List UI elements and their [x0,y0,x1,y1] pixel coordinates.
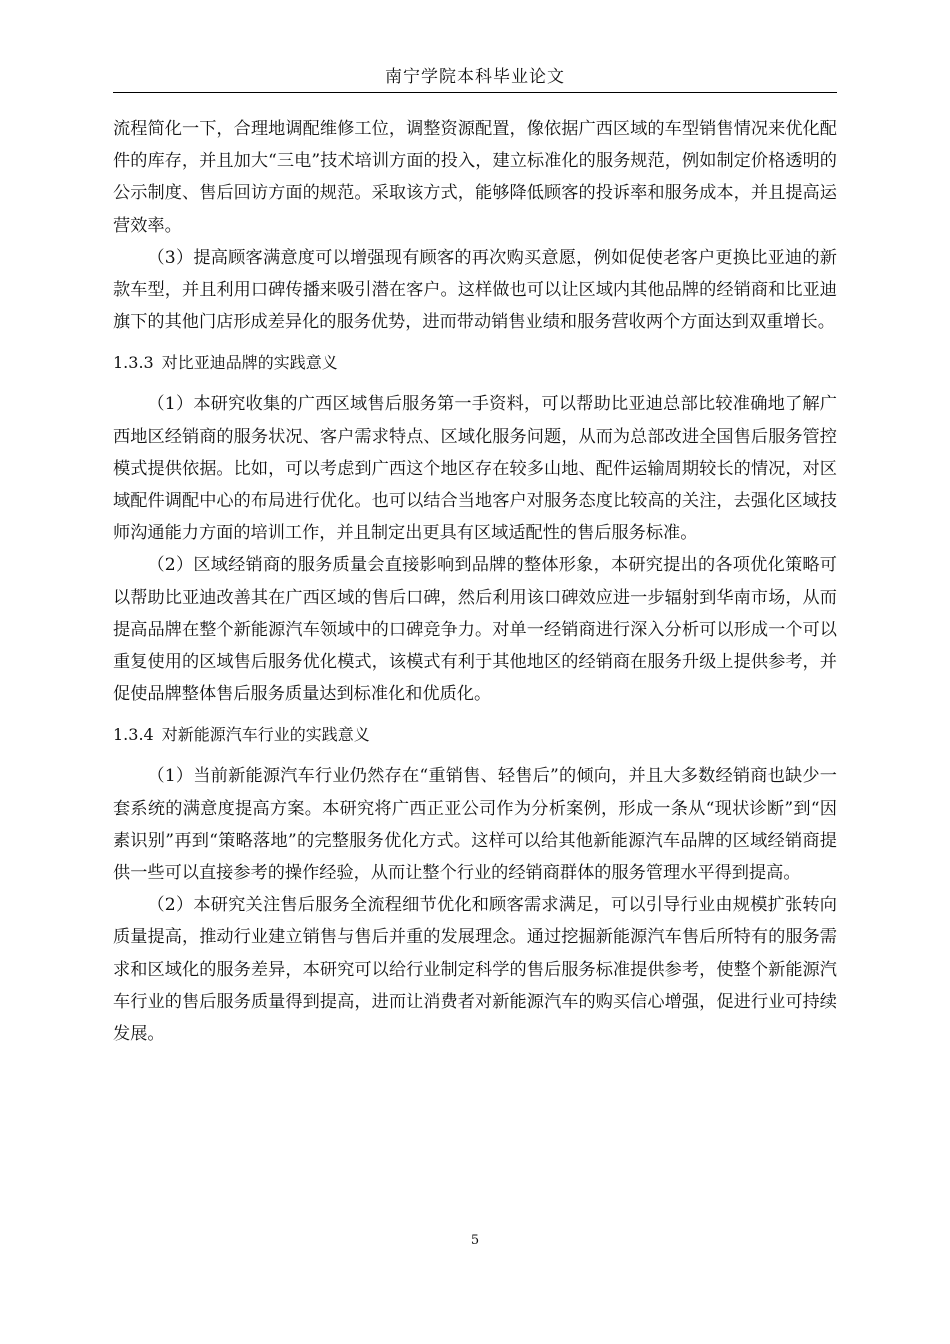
body-text [113,113,837,1050]
paragraph: （1）当前新能源汽车行业仍然存在“重销售、轻售后”的倾向，并且大多数经销商也缺少一套系统的满意度提高方案。本研究将广西正亚公司作为分析案例，形成一条从“现状诊断”到“因素识别”再到“策略落地”的完整服务优化方式。这样可以给其他新能源汽车品牌的区域经销商提供一些可以直接参考的操作经验，从而让整个行业的经销商群体的服务管理水平得到提高。 [113,766,837,884]
paragraph: （1）本研究收集的广西区域售后服务第一手资料，可以帮助比亚迪总部比较准确地了解广西地区经销商的服务状况、客户需求特点、区域化服务问题，从而为总部改进全国售后服务管控模式提供依据。比如，可以考虑到广西这个地区存在较多山地、配件运输周期较长的情况，对区域配件调配中心的布局进行优化。也可以结合当地客户对服务态度比较高的关注，去强化区域技师沟通能力方面的培训工作，并且制定出更具有区域适配性的售后服务标准。 [113,394,837,544]
section-heading [113,348,837,378]
section-heading [113,720,837,750]
paragraph: （2）本研究关注售后服务全流程细节优化和顾客需求满足，可以引导行业由规模扩张转向质量提高，推动行业建立销售与售后并重的发展理念。通过挖掘新能源汽车售后所特有的服务需求和区域化的服务差异，本研究可以给行业制定科学的售后服务标准提供参考，使整个新能源汽车行业的售后服务质量得到提高，进而让消费者对新能源汽车的购买信心增强，促进行业可持续发展。 [113,895,837,1045]
section-number: 1.3.4 [113,725,154,745]
section-number: 1.3.3 [113,353,154,373]
section-title: 对比亚迪品牌的实践意义 [161,353,338,373]
page-header-title: 南宁学院本科毕业论文 [385,67,565,87]
paragraph: 流程简化一下，合理地调配维修工位，调整资源配置，像依据广西区域的车型销售情况来优化配件的库存，并且加大“三电”技术培训方面的投入，建立标准化的服务规范，例如制定价格透明的公示制度、售后回访方面的规范。采取该方式，能够降低顾客的投诉率和服务成本，并且提高运营效率。 [113,119,837,236]
paragraph: （2）区域经销商的服务质量会直接影响到品牌的整体形象，本研究提出的各项优化策略可以帮助比亚迪改善其在广西区域的售后口碑，然后利用该口碑效应进一步辐射到华南市场，从而提高品牌在整个新能源汽车领域中的口碑竞争力。对单一经销商进行深入分析可以形成一个可以重复使用的区域售后服务优化模式，该模式有利于其他地区的经销商在服务升级上提供参考，并促使品牌整体售后服务质量达到标准化和优质化。 [113,555,837,705]
section-title: 对新能源汽车行业的实践意义 [161,725,370,745]
page-number: 5 [470,1233,480,1248]
paragraph: （3）提高顾客满意度可以增强现有顾客的再次购买意愿，例如促使老客户更换比亚迪的新款车型，并且利用口碑传播来吸引潜在客户。这样做也可以让区域内其他品牌的经销商和比亚迪旗下的其他门店形成差异化的服务优势，进而带动销售业绩和服务营收两个方面达到双重增长。 [113,247,837,333]
header-rule [113,92,837,93]
